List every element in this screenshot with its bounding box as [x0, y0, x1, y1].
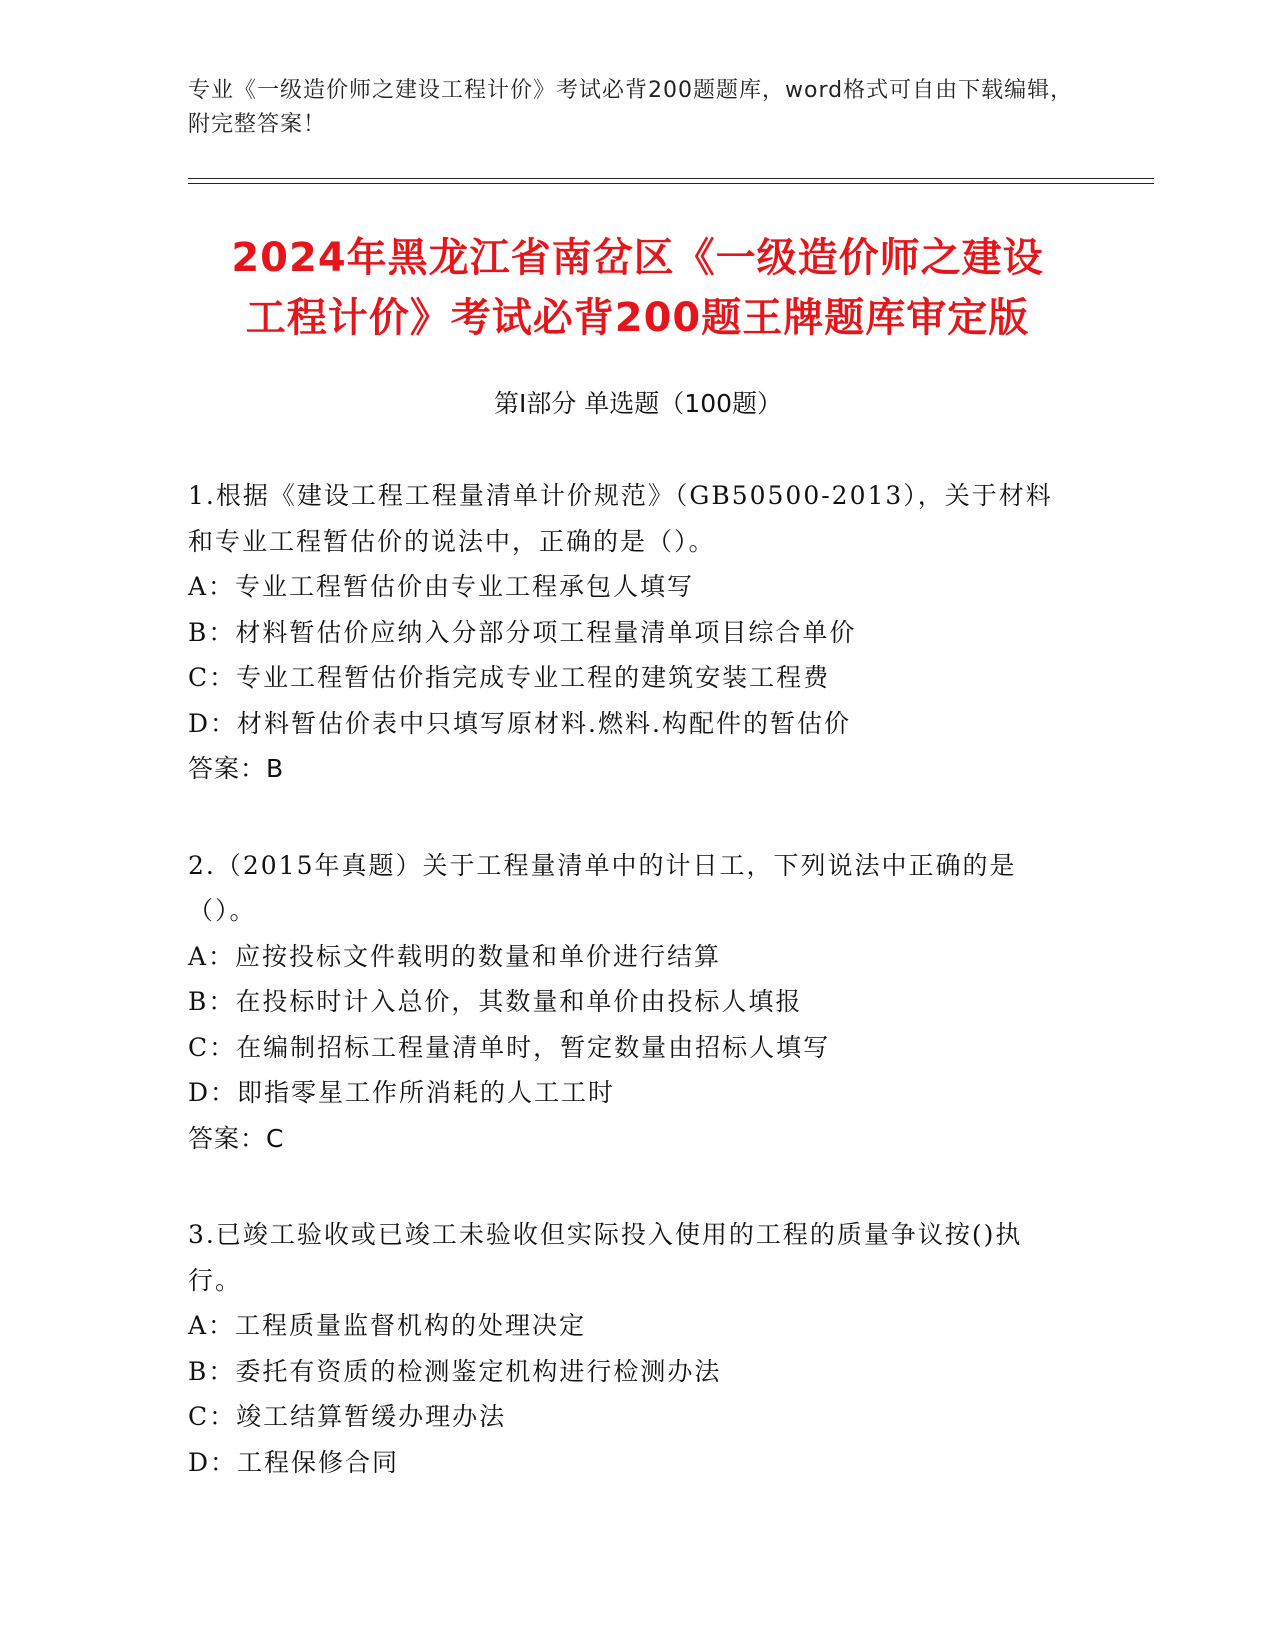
- option-d: D：即指零星工作所消耗的人工工时: [188, 1078, 616, 1107]
- document-title: [160, 228, 1115, 348]
- question-item: [188, 1212, 1088, 1485]
- header-divider-secondary: [188, 183, 1154, 184]
- header-divider: [188, 178, 1154, 179]
- option-a: A：应按投标文件载明的数量和单价进行结算: [188, 941, 722, 971]
- question-stem: 3.已竣工验收或已竣工未验收但实际投入使用的工程的质量争议按()执行。: [188, 1220, 1023, 1295]
- section-heading: 第Ⅰ部分 单选题（100题）: [493, 389, 783, 418]
- option-d: D：工程保修合同: [188, 1447, 400, 1477]
- question-item: [188, 473, 1088, 792]
- option-a: A：专业工程暂估价由专业工程承包人填写: [188, 572, 695, 601]
- question-item: [188, 843, 1088, 1162]
- document-title-line-2: 工程计价》考试必背200题王牌题库审定版: [245, 295, 1030, 341]
- option-a: A：工程质量监督机构的处理决定: [188, 1311, 587, 1340]
- option-c: C：在编制招标工程量清单时，暂定数量由招标人填写: [188, 1032, 831, 1062]
- option-b: B：在投标时计入总价，其数量和单价由投标人填报: [188, 987, 803, 1016]
- header-note: 专业《一级造价师之建设工程计价》考试必背200题题库，word格式可自由下载编辑，附完整答案！: [188, 78, 1074, 137]
- answer-label: 答案：C: [188, 1123, 285, 1153]
- option-b: B：材料暂估价应纳入分部分项工程量清单项目综合单价: [188, 617, 857, 647]
- document-title-line-1: 2024年黑龙江省南岔区《一级造价师之建设: [231, 235, 1044, 281]
- question-stem: 2.（2015年真题）关于工程量清单中的计日工，下列说法中正确的是（）。: [188, 850, 1017, 925]
- question-list: [188, 473, 1088, 1536]
- answer-label: 答案：B: [188, 754, 285, 783]
- option-d: D：材料暂估价表中只填写原材料.燃料.构配件的暂估价: [188, 708, 851, 738]
- option-c: C：专业工程暂估价指完成专业工程的建筑安装工程费: [188, 663, 831, 692]
- question-stem: 1.根据《建设工程工程量清单计价规范》（GB50500-2013），关于材料和专业工程暂估价的说法中，正确的是（）。: [188, 481, 1053, 556]
- option-c: C：竣工结算暂缓办理办法: [188, 1402, 507, 1431]
- option-b: B：委托有资质的检测鉴定机构进行检测办法: [188, 1356, 722, 1386]
